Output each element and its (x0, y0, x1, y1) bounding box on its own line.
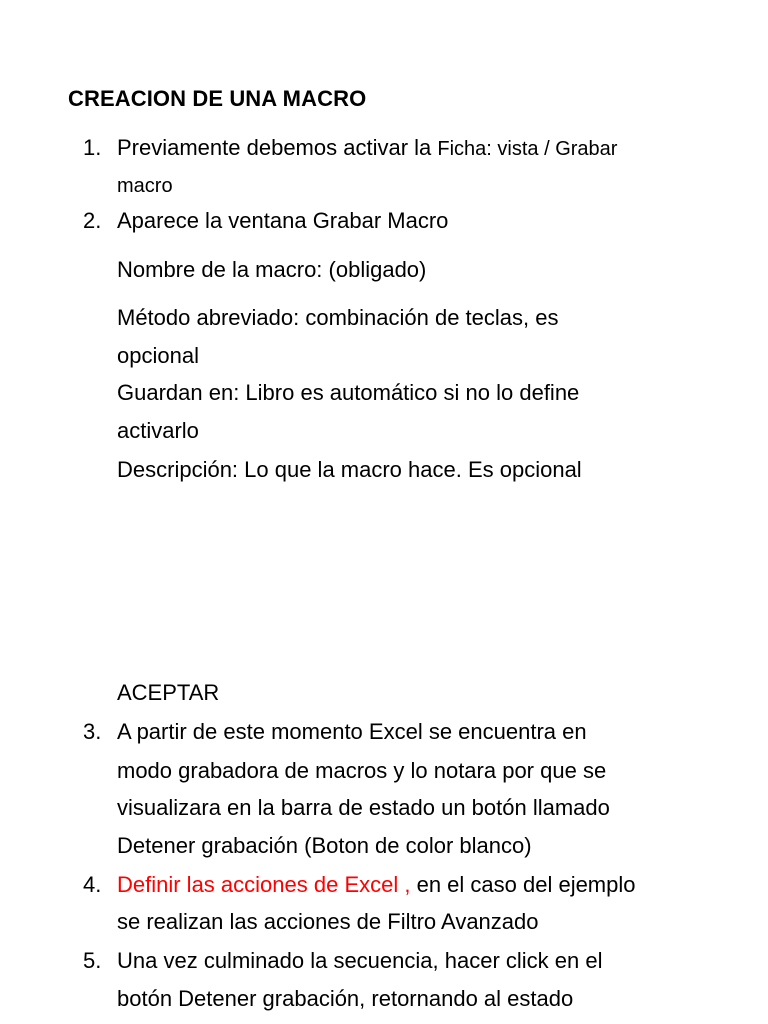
step-4-highlight: Definir las acciones de Excel , (117, 872, 411, 897)
step-1-line-1 (117, 134, 617, 163)
step-3-line-1: A partir de este momento Excel se encuentra en (117, 719, 587, 744)
step-2-field-description: Descripción: Lo que la macro hace. Es opcional (117, 457, 582, 482)
document-title: CREACION DE UNA MACRO (68, 86, 367, 111)
step-4-line-2: se realizan las acciones de Filtro Avanzado (117, 909, 539, 934)
step-5-number: 5. (83, 948, 102, 973)
step-4-number: 4. (83, 872, 102, 897)
step-5-line-1: Una vez culminado la secuencia, hacer click en el (117, 948, 603, 973)
step-3-line-2: modo grabadora de macros y lo notara por que se (117, 758, 607, 783)
step-3-line-3: visualizara en la barra de estado un botón llamado (117, 795, 610, 820)
step-5-line-2: botón Detener grabación, retornando al estado (117, 986, 574, 1011)
step-1-line-2: macro (117, 175, 173, 197)
step-3-number: 3. (83, 719, 102, 744)
step-2-number: 2. (83, 208, 102, 233)
step-2-field-shortcut-cont: opcional (117, 343, 199, 368)
step-4-line-1 (117, 871, 636, 899)
step-2-field-name: Nombre de la macro: (obligado) (117, 257, 427, 282)
step-2-accept: ACEPTAR (117, 680, 220, 705)
step-2-field-shortcut: Método abreviado: combinación de teclas, es (117, 305, 559, 330)
step-3-line-4: Detener grabación (Boton de color blanco) (117, 833, 532, 858)
step-1-text-b: Ficha: vista / Grabar (437, 138, 618, 160)
step-2-field-store-cont: activarlo (117, 418, 199, 443)
step-1-text-a: Previamente debemos activar la (117, 135, 438, 160)
step-2-field-store: Guardan en: Libro es automático si no lo define (117, 380, 580, 405)
step-1-number: 1. (83, 135, 102, 160)
step-2-line-1: Aparece la ventana Grabar Macro (117, 208, 449, 233)
step-4-text-rest: en el caso del ejemplo (410, 872, 636, 897)
